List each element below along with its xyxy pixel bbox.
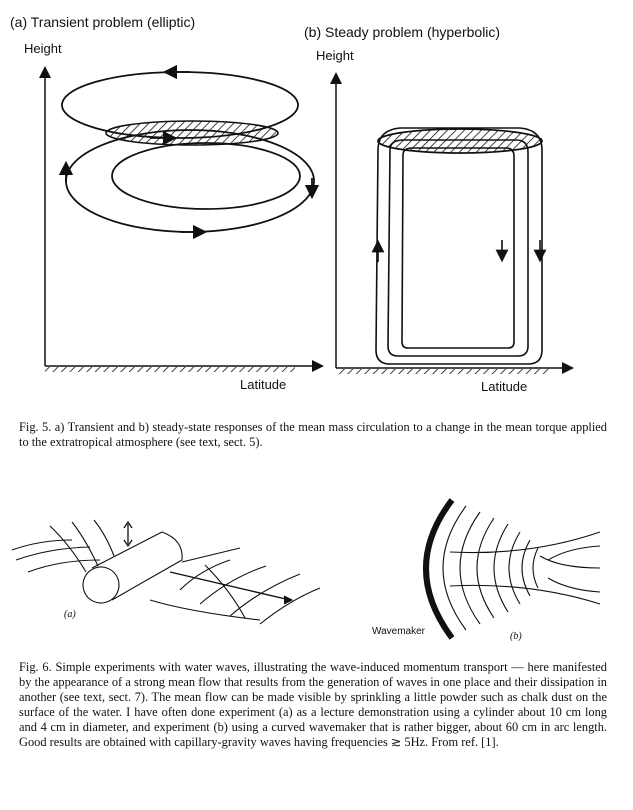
fig6b-wavemaker-label: Wavemaker [372, 626, 425, 637]
fig5b-title: (b) Steady problem (hyperbolic) [304, 24, 501, 40]
fig5a-x-label: Latitude [240, 377, 287, 392]
fig6a-cylinder-experiment [12, 520, 320, 624]
fig5a-title: (a) Transient problem (elliptic) [10, 14, 196, 30]
fig6a-label: (a) [64, 609, 76, 620]
fig5b-y-label: Height [316, 48, 354, 63]
fig6b-label: (b) [510, 631, 522, 642]
fig6-caption: Fig. 6. Simple experiments with water waves, illustrating the wave-induced momentum transport — here manifested by the appearance of a strong mean flow that results from the generation of waves in one place and their dissipation in another (see text, sect. 7). The mean flow can be made visible by sprinkling a little powder such as chalk dust on the surface of the water. I have often done experiment (a) as a lecture demonstration using a cylinder about 10 cm long and 4 cm in diameter, and experiment (b) using a curved wavemaker that is rather bigger, about 60 cm in arc length. Good results are obtained with capillary-gravity waves having frequencies ≳ 5Hz. From ref. [1]. [19, 660, 607, 749]
fig6b-wavemaker-experiment [426, 500, 600, 638]
fig5a-y-label: Height [24, 41, 62, 56]
fig5-caption: Fig. 5. a) Transient and b) steady-state responses of the mean mass circulation to a change in the mean torque applied to the extratropical atmosphere (see text, sect. 5). [19, 420, 607, 449]
fig5b-x-label: Latitude [481, 379, 528, 394]
